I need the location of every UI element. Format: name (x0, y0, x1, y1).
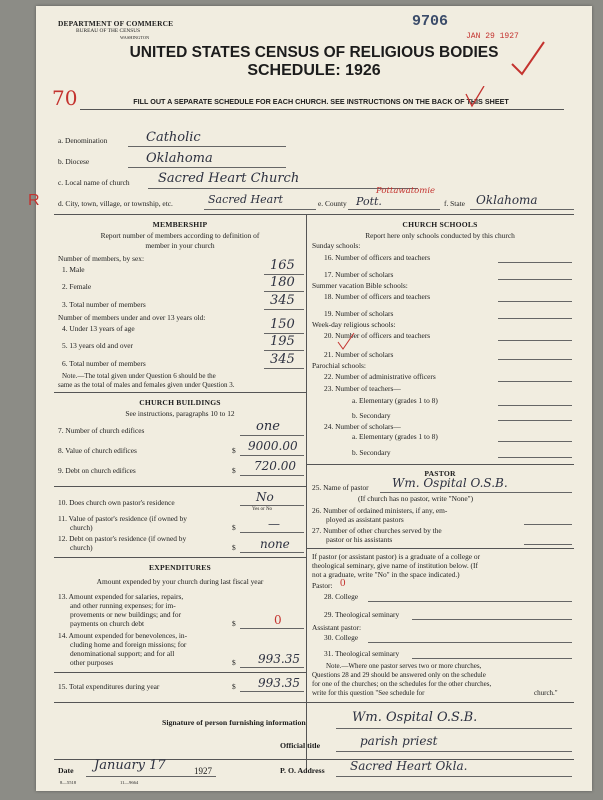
q24b-label: b. Secondary (352, 448, 391, 457)
dollar-sign: $ (232, 658, 236, 667)
official-title-value: parish priest (360, 734, 438, 748)
q2-label: 2. Female (62, 282, 92, 291)
pastor-note: Note.—Where one pastor serves two or more churches, (326, 662, 482, 670)
q14-label-2: cluding home and foreign missions; for (70, 640, 187, 649)
q8-label: 8. Value of church edifices (58, 446, 137, 455)
q14-label-3: denominational support; and for all (70, 649, 175, 658)
date-year: 1927 (194, 766, 212, 776)
dept-name: DEPARTMENT OF COMMERCE (58, 19, 174, 28)
parochial-schools: Parochial schools: (312, 361, 366, 370)
official-title-label: Official title (280, 741, 321, 750)
membership-heading: MEMBERSHIP (152, 220, 208, 229)
dollar-sign: $ (232, 619, 236, 628)
q19-label: 19. Number of scholars (324, 309, 394, 318)
sunday-schools: Sunday schools: (312, 241, 361, 250)
q25-label: 25. Name of pastor (312, 483, 369, 492)
q26-label: 26. Number of ordained ministers, if any, em- (312, 506, 448, 515)
city-value: Sacred Heart (208, 193, 283, 206)
q12-value: none (260, 537, 290, 551)
dollar-sign: $ (232, 682, 236, 691)
members-by-sex: Number of members, by sex: (58, 254, 144, 263)
po-address-label: P. O. Address (280, 766, 325, 775)
church-name-value: Sacred Heart Church (158, 171, 300, 186)
membership-note-2: same as the total of males and females given under Question 3. (58, 381, 235, 389)
dollar-sign: $ (232, 523, 236, 532)
q21-label: 21. Number of scholars (324, 350, 394, 359)
signature-label: Signature of person furnishing information (162, 718, 306, 727)
graduate-note-3: not a graduate, write "No" in the space indicated.) (312, 570, 460, 579)
q25-value: Wm. Ospital O.S.B. (392, 476, 508, 490)
q6-value: 345 (270, 352, 295, 367)
form-title: UNITED STATES CENSUS OF RELIGIOUS BODIES (129, 44, 499, 61)
denomination-label: a. Denomination (58, 136, 108, 145)
yes-no-hint: Yes or No (252, 507, 273, 512)
county-correction: Pottawatomie (376, 186, 436, 196)
q27-label-2: pastor or his assistants (326, 535, 393, 544)
county-value: Pott. (356, 195, 382, 208)
q6-label: 6. Total number of members (62, 359, 146, 368)
q20-label: 20. Number of officers and teachers (324, 331, 431, 340)
denomination-value: Catholic (146, 130, 201, 145)
received-stamp: JAN 29 1927 (466, 32, 519, 41)
q7-value: one (256, 419, 280, 434)
q3-value: 345 (270, 293, 295, 308)
membership-note: Note.—The total given under Question 6 should be the (62, 372, 216, 380)
q16-label: 16. Number of officers and teachers (324, 253, 431, 262)
printer-code: 8—5518 (60, 780, 77, 785)
q10-label: 10. Does church own pastor's residence (58, 498, 175, 507)
dollar-sign: $ (232, 466, 236, 475)
schools-intro: Report here only schools conducted by this church (365, 231, 515, 240)
buildings-see: See instructions, paragraphs 10 to 12 (125, 409, 235, 418)
form-subtitle: SCHEDULE: 1926 (247, 62, 381, 79)
q23b-label: b. Secondary (352, 411, 391, 420)
q11-value: — (268, 517, 280, 531)
church-name-label: c. Local name of church (58, 178, 130, 187)
q4-label: 4. Under 13 years of age (62, 324, 135, 333)
buildings-heading: CHURCH BUILDINGS (139, 398, 221, 407)
signature-value: Wm. Ospital O.S.B. (352, 710, 478, 725)
q25-hint: (If church has no pastor, write "None") (358, 494, 474, 503)
state-value: Oklahoma (476, 193, 538, 207)
q7-label: 7. Number of church edifices (58, 426, 145, 435)
q13-label: 13. Amount expended for salaries, repairs, (58, 592, 184, 601)
q1-value: 165 (270, 258, 295, 273)
state-label: f. State (444, 199, 465, 208)
graduate-note: If pastor (or assistant pastor) is a graduate of a college or (312, 552, 481, 561)
q11-label: 11. Value of pastor's residence (if owned by (58, 514, 187, 523)
q31-label: 31. Theological seminary (324, 649, 400, 658)
pastor-note-4: write for this question "See schedule for (312, 689, 425, 697)
q18-label: 18. Number of officers and teachers (324, 292, 431, 301)
diocese-value: Oklahoma (146, 151, 213, 166)
q24-label: 24. Number of scholars— (324, 422, 401, 431)
margin-number: 70 (52, 86, 78, 110)
q5-value: 195 (270, 334, 295, 349)
q12-label-2: church) (70, 543, 93, 552)
graduate-note-2: theological seminary, give name of institution below. (If (312, 561, 478, 570)
q30-label: 30. College (324, 633, 359, 642)
q22-label: 22. Number of administrative officers (324, 372, 436, 381)
q13-label-2: and other running expenses; for im- (70, 601, 176, 610)
q28-label: 28. College (324, 592, 359, 601)
margin-letter: R (28, 192, 40, 209)
weekday-schools: Week-day religious schools: (312, 320, 396, 329)
serial-number: 9706 (412, 13, 449, 30)
bureau-name: BUREAU OF THE CENSUS (76, 28, 141, 34)
q9-label: 9. Debt on church edifices (58, 466, 136, 475)
q17-label: 17. Number of scholars (324, 270, 394, 279)
q13-label-3: provements or new buildings; and for (70, 610, 182, 619)
expenditures-heading: EXPENDITURES (149, 563, 211, 572)
q1-label: 1. Male (62, 265, 85, 274)
q13-value: 0 (274, 613, 282, 627)
pastor-subheading: Pastor: (312, 581, 333, 590)
q29-label: 29. Theological seminary (324, 610, 400, 619)
dollar-sign: $ (232, 543, 236, 552)
q5-label: 5. 13 years old and over (62, 341, 134, 350)
q26-label-2: ployed as assistant pastors (326, 515, 404, 524)
q11-label-2: church) (70, 523, 93, 532)
date-label: Date (58, 766, 74, 775)
age-heading: Number of members under and over 13 years old: (58, 313, 206, 322)
q23-label: 23. Number of teachers— (324, 384, 401, 393)
city-label: d. City, town, village, or township, etc. (58, 199, 173, 208)
membership-intro: Report number of members according to definition of (100, 231, 260, 240)
dollar-sign: $ (232, 446, 236, 455)
pastor-note-2: Questions 28 and 29 should be answered only on the schedule (312, 671, 486, 679)
q13-label-4: payments on church debt (70, 619, 145, 628)
summer-schools: Summer vacation Bible schools: (312, 281, 408, 290)
pastor-note-3: for one of the churches; on the schedules for the other churches, (312, 680, 492, 688)
po-address-value: Sacred Heart Okla. (350, 759, 468, 773)
q15-label: 15. Total expenditures during year (58, 682, 160, 691)
q8-value: 9000.00 (248, 439, 298, 453)
pastor-heading: PASTOR (424, 469, 456, 478)
q14-label: 14. Amount expended for benevolences, in- (58, 631, 188, 640)
q24a-label: a. Elementary (grades 1 to 8) (352, 432, 438, 441)
membership-intro-2: member in your church (145, 241, 215, 250)
census-form (28, 6, 592, 791)
check-mark-icon (336, 332, 356, 352)
q27-label: 27. Number of other churches served by the (312, 526, 442, 535)
check-mark-icon (396, 86, 486, 108)
q14-label-4: other purposes (70, 658, 114, 667)
pastor-note-5: church." (534, 689, 558, 697)
q15-value: 993.35 (258, 676, 300, 690)
q3-label: 3. Total number of members (62, 300, 146, 309)
q10-value: No (256, 490, 274, 504)
assistant-subheading: Assistant pastor: (312, 623, 362, 632)
diocese-label: b. Diocese (58, 157, 90, 166)
q4-value: 150 (270, 317, 295, 332)
bureau-city: WASHINGTON (120, 35, 150, 40)
date-value: January 17 (94, 758, 166, 773)
q14-value: 993.35 (258, 652, 300, 666)
pastor-graduate-value: 0 (340, 577, 346, 589)
q2-value: 180 (270, 275, 295, 290)
schools-heading: CHURCH SCHOOLS (402, 220, 478, 229)
form-instruction: FILL OUT A SEPARATE SCHEDULE FOR EACH CHURCH. SEE INSTRUCTIONS ON THE BACK OF THIS SHEET (133, 97, 509, 106)
q23a-label: a. Elementary (grades 1 to 8) (352, 396, 438, 405)
q12-label: 12. Debt on pastor's residence (if owned by (58, 534, 187, 543)
county-label: e. County (318, 199, 347, 208)
expenditures-intro: Amount expended by your church during last fiscal year (96, 577, 264, 586)
q9-value: 720.00 (254, 459, 296, 473)
printer-code-2: 11—9664 (120, 780, 139, 785)
